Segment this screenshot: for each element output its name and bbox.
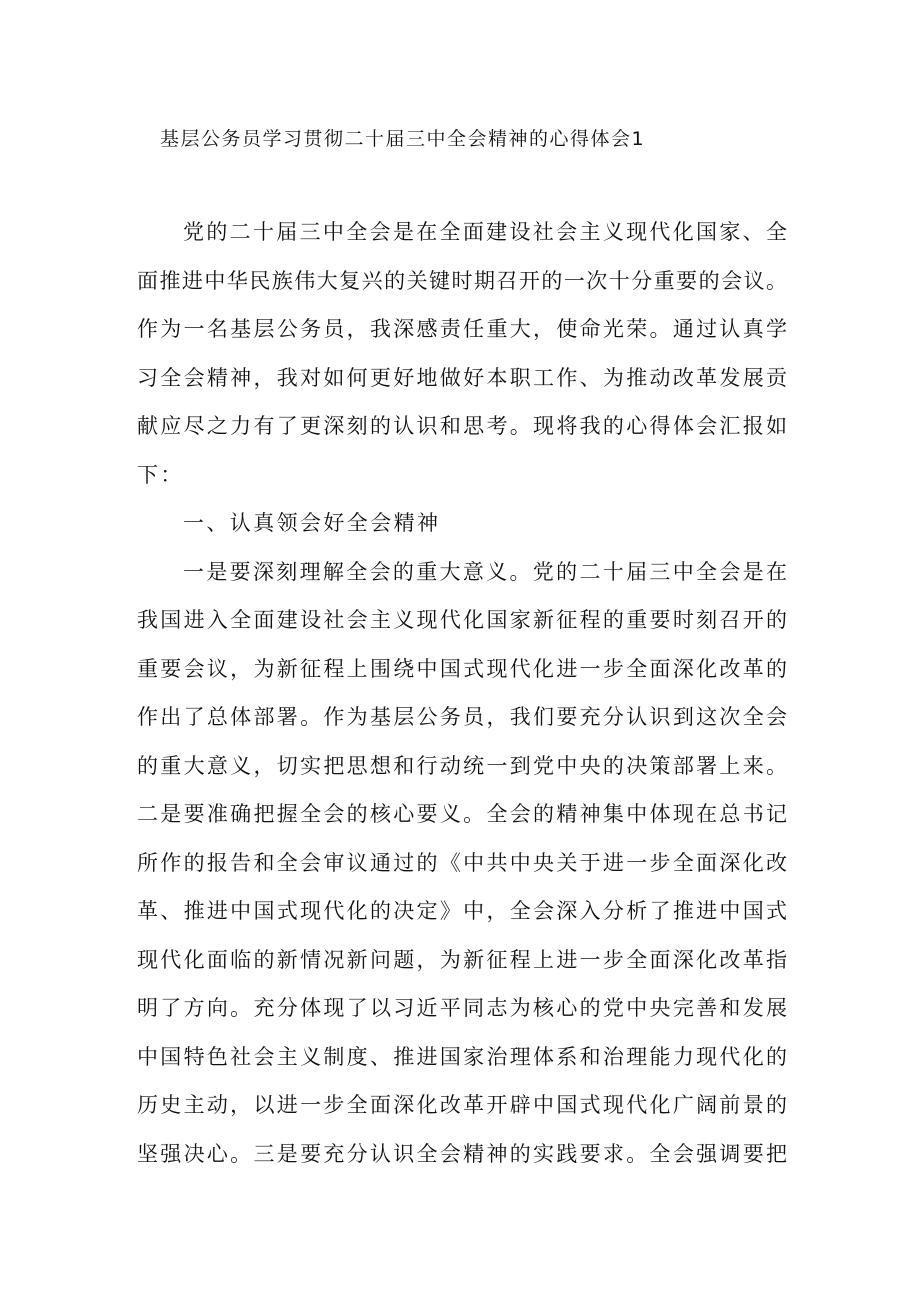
paragraph-line: 我国进入全面建设社会主义现代化国家新征程的重要时刻召开的 bbox=[137, 608, 787, 632]
paragraph-line: 一是要深刻理解全会的重大意义。党的二十届三中全会是在 bbox=[183, 559, 787, 584]
paragraph-line: 作为一名基层公务员，我深感责任重大，使命光荣。通过认真学 bbox=[137, 317, 787, 341]
paragraph-line: 现代化面临的新情况新问题，为新征程上进一步全面深化改革指 bbox=[137, 947, 787, 972]
paragraph-line: 重要会议，为新征程上围绕中国式现代化进一步全面深化改革的 bbox=[137, 656, 787, 681]
paragraph-line: 二是要准确把握全会的核心要义。全会的精神集中体现在总书记 bbox=[137, 802, 787, 826]
paragraph-line: 党的二十届三中全会是在全面建设社会主义现代化国家、全 bbox=[183, 220, 787, 244]
paragraph-line: 献应尽之力有了更深刻的认识和思考。现将我的心得体会汇报如 bbox=[137, 414, 787, 438]
paragraph-line: 作出了总体部署。作为基层公务员，我们要充分认识到这次全会 bbox=[137, 705, 787, 729]
paragraph-line: 的重大意义，切实把思想和行动统一到党中央的决策部署上来。 bbox=[137, 753, 787, 778]
paragraph-line: 坚强决心。三是要充分认识全会精神的实践要求。全会强调要把 bbox=[137, 1141, 787, 1166]
paragraph-line: 下： bbox=[137, 462, 184, 487]
paragraph-line: 历史主动，以进一步全面深化改革开辟中国式现代化广阔前景的 bbox=[137, 1093, 787, 1117]
paragraph-line: 明了方向。充分体现了以习近平同志为核心的党中央完善和发展 bbox=[137, 996, 787, 1020]
section-heading: 一、认真领会好全会精神 bbox=[183, 511, 441, 535]
paragraph-line: 习全会精神，我对如何更好地做好本职工作、为推动改革发展贡 bbox=[137, 365, 787, 390]
paragraph-line: 中国特色社会主义制度、推进国家治理体系和治理能力现代化的 bbox=[137, 1044, 787, 1069]
document-title: 基层公务员学习贯彻二十届三中全会精神的心得体会1 bbox=[160, 128, 646, 150]
paragraph-line: 面推进中华民族伟大复兴的关键时期召开的一次十分重要的会议。 bbox=[137, 268, 787, 293]
document-body bbox=[137, 208, 787, 1178]
paragraph-line: 革、推进中国式现代化的决定》中，全会深入分析了推进中国式 bbox=[137, 899, 787, 923]
paragraph-line: 所作的报告和全会审议通过的《中共中央关于进一步全面深化改 bbox=[137, 850, 787, 875]
